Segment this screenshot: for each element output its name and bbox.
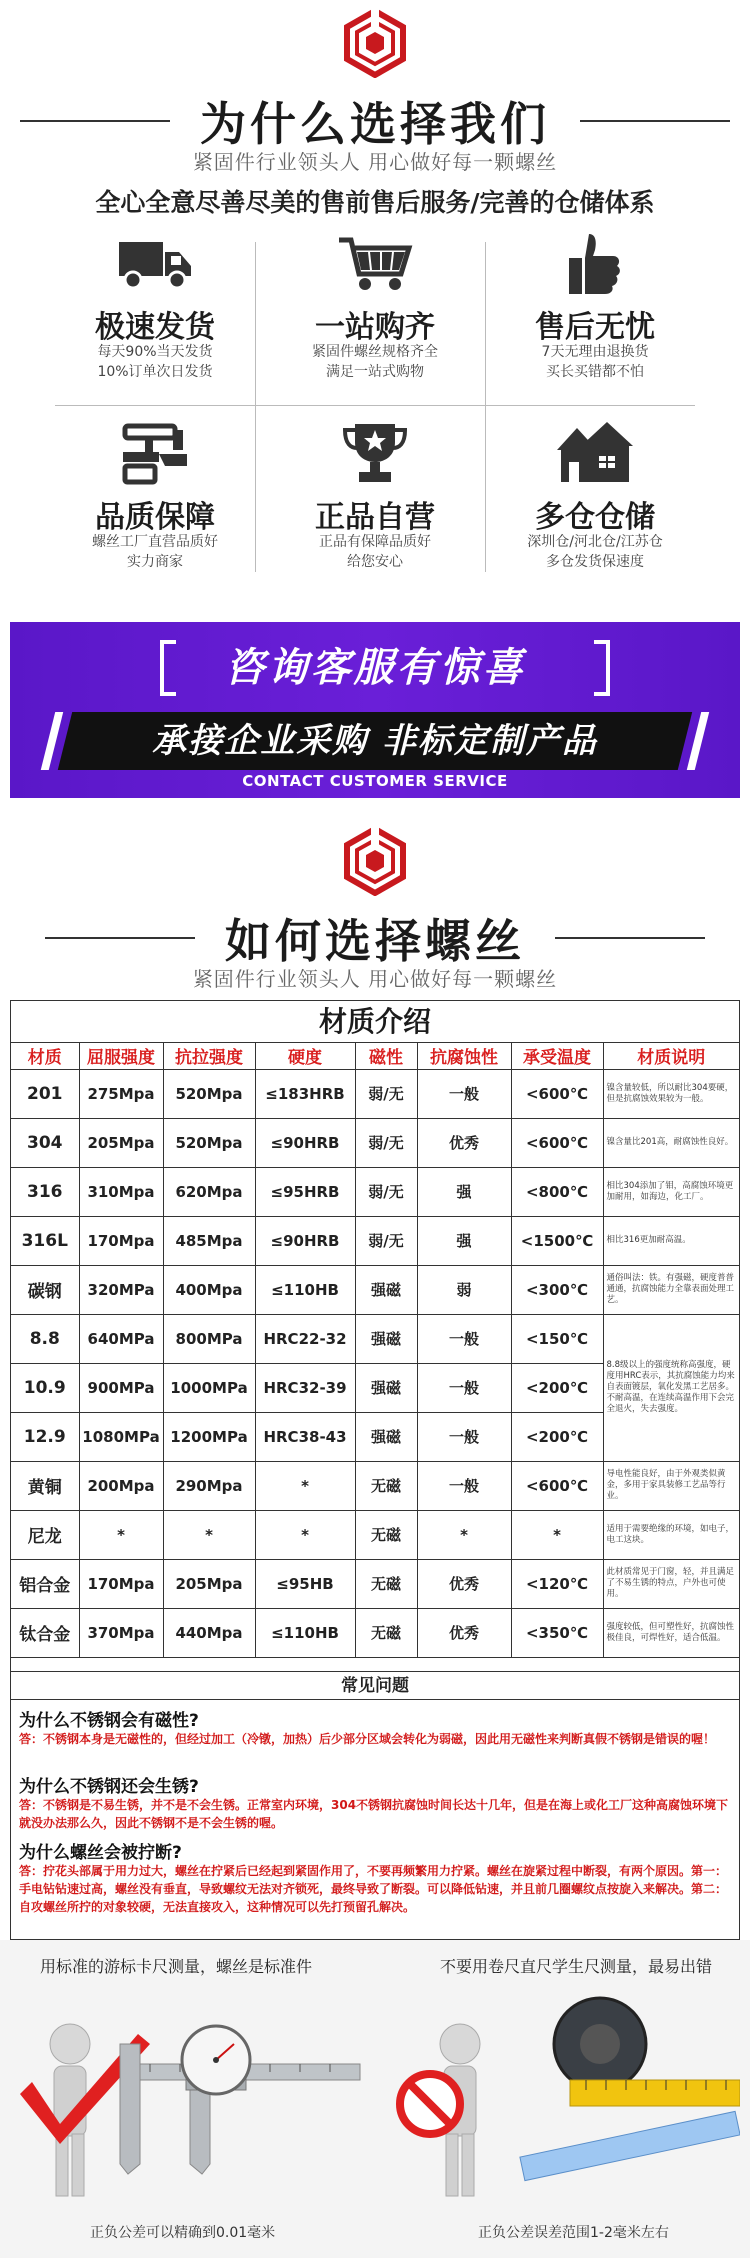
faq-answer: 答：拧花头部属于用力过大，螺丝在拧紧后已经起到紧固作用了，不要再频繁用力拧紧。螺丝在旋紧过程中断裂，有两个原因。第一：手电钻钻速过高，螺丝没有垂直，导致螺纹无法对齐锁死，最终导致了断裂。可以降低钻速，并且前几圈螺纹点按旋入来解决。第二：自攻螺丝所拧的对象较硬，无法直接攻入，这种情况可以先打预留孔解决。 — [19, 1864, 728, 1914]
table-cell-material: 304 — [11, 1118, 79, 1167]
table-row — [11, 1461, 739, 1510]
feature-desc — [45, 342, 265, 382]
feature-title: 多仓仓储 — [535, 500, 655, 535]
feature-title: 极速发货 — [95, 310, 215, 345]
page-title: 为什么选择我们 — [200, 97, 550, 151]
table-cell: 一般 — [417, 1461, 511, 1510]
column-header: 屈服强度 — [79, 1043, 163, 1069]
table-cell: <600℃ — [511, 1461, 603, 1510]
table-cell: 一般 — [417, 1069, 511, 1118]
table-cell: 无磁 — [355, 1608, 417, 1657]
table-cell-note: 镍含量较低，所以耐比304要硬，但是抗腐蚀效果较为一般。 — [603, 1069, 739, 1118]
table-cell: 一般 — [417, 1412, 511, 1461]
table-cell: 520Mpa — [163, 1118, 255, 1167]
right-footnote: 正负公差误差范围1-2毫米左右 — [478, 2225, 669, 2241]
feature-desc — [265, 532, 485, 572]
intro-tagline: 全心全意尽善尽美的售前售后服务/完善的仓储体系 — [95, 188, 655, 217]
table-cell: ≤110HB — [255, 1265, 355, 1314]
table-cell: 900MPa — [79, 1363, 163, 1412]
table-cell: ≤90HRB — [255, 1216, 355, 1265]
feature-desc-line: 实力商家 — [127, 554, 183, 570]
table-cell: 强磁 — [355, 1314, 417, 1363]
table-row — [11, 1216, 739, 1265]
table-row — [11, 1314, 739, 1363]
column-header: 磁性 — [355, 1043, 417, 1069]
faq-title: 常见问题 — [11, 1672, 739, 1700]
table-cell: 800MPa — [163, 1314, 255, 1363]
factory-icon — [115, 420, 195, 486]
table-cell: 弱/无 — [355, 1069, 417, 1118]
table-cell: * — [255, 1510, 355, 1559]
faq-answer: 答：不锈钢是不易生锈，并不是不会生锈。正常室内环境，304不锈钢抗腐蚀时间长达十几年，但是在海上或化工厂这种高腐蚀环境下就没办法那么久，因此不锈钢不是不会生锈的喔。 — [19, 1798, 729, 1830]
feature-after-sales — [485, 222, 705, 407]
faq-question: 为什么不锈钢会有磁性? — [19, 1711, 199, 1731]
material-table-box — [10, 1000, 740, 1672]
table-cell: <800℃ — [511, 1167, 603, 1216]
table-cell: 弱/无 — [355, 1216, 417, 1265]
table-cell: * — [511, 1510, 603, 1559]
feature-title: 一站购齐 — [315, 310, 435, 345]
table-cell-note: 通俗叫法：铁。有强磁，硬度普普通通，抗腐蚀能力全靠表面处理工艺。 — [603, 1265, 739, 1314]
table-cell-material: 316L — [11, 1216, 79, 1265]
table-row — [11, 1069, 739, 1118]
strip-edge-right — [687, 712, 709, 770]
bracket-right-icon — [594, 640, 610, 696]
feature-desc — [485, 532, 705, 572]
feature-desc-line: 紧固件螺丝规格齐全 — [312, 344, 438, 360]
table-cell-note: 强度较低，但可塑性好，抗腐蚀性极佳良，可焊性好，适合低温。 — [603, 1608, 739, 1657]
table-cell: 640MPa — [79, 1314, 163, 1363]
feature-title: 品质保障 — [95, 500, 215, 535]
material-table-title: 材质介绍 — [11, 1001, 739, 1043]
table-row — [11, 1167, 739, 1216]
tape-measure-illustration — [390, 1984, 740, 2216]
feature-title: 售后无忧 — [535, 310, 655, 345]
feature-desc-line: 螺丝工厂直营品质好 — [92, 534, 218, 550]
feature-desc-line: 满足一站式购物 — [326, 364, 424, 380]
table-cell-material: 钛合金 — [11, 1608, 79, 1657]
table-cell: 290Mpa — [163, 1461, 255, 1510]
table-cell: 无磁 — [355, 1559, 417, 1608]
table-cell: 优秀 — [417, 1608, 511, 1657]
table-cell: 205Mpa — [79, 1118, 163, 1167]
table-cell: 200Mpa — [79, 1461, 163, 1510]
table-cell: ≤95HB — [255, 1559, 355, 1608]
guide-heading — [0, 905, 750, 971]
feature-desc — [265, 342, 485, 382]
feature-desc-line: 10%订单次日发货 — [97, 364, 213, 380]
feature-one-stop — [265, 222, 485, 407]
faq-answer: 答：不锈钢本身是无磁性的，但经过加工（冷镦，加热）后少部分区域会转化为弱磁，因此用无磁性来判断真假不锈钢是错误的喔！ — [19, 1732, 716, 1746]
heading-divider-right — [580, 120, 730, 122]
heading-divider-right — [555, 937, 705, 939]
left-footnote: 正负公差可以精确到0.01毫米 — [90, 2225, 276, 2241]
table-cell-material: 黄铜 — [11, 1461, 79, 1510]
table-cell-material: 尼龙 — [11, 1510, 79, 1559]
brand-logo-icon — [340, 826, 410, 896]
table-cell-note: 适用于需要绝缘的环境，如电子，电工这块。 — [603, 1510, 739, 1559]
table-cell-material: 12.9 — [11, 1412, 79, 1461]
table-cell: 弱/无 — [355, 1167, 417, 1216]
caliper-illustration — [10, 1984, 370, 2216]
table-cell-note: 8.8级以上的强度统称高强度，硬度用HRC表示，其抗腐蚀能力均来自表面镀层，氧化发黑工艺居多。不耐高温，在连续高温作用下会完全退火，失去强度。 — [603, 1314, 739, 1461]
table-cell: ≤110HB — [255, 1608, 355, 1657]
table-cell: 强 — [417, 1216, 511, 1265]
feature-desc-line: 正品有保障品质好 — [319, 534, 431, 550]
why-us-heading — [0, 88, 750, 154]
column-header: 材质 — [11, 1043, 79, 1069]
table-row — [11, 1559, 739, 1608]
guide-title: 如何选择螺丝 — [225, 914, 525, 968]
table-header-row — [11, 1043, 739, 1069]
column-header: 材质说明 — [603, 1043, 739, 1069]
feature-desc-line: 7天无理由退换货 — [541, 344, 649, 360]
feature-genuine — [265, 412, 485, 597]
table-cell: <1500℃ — [511, 1216, 603, 1265]
table-cell: ≤183HRB — [255, 1069, 355, 1118]
table-cell: 1200MPa — [163, 1412, 255, 1461]
heading-divider-left — [45, 937, 195, 939]
banner-english: CONTACT CUSTOMER SERVICE — [242, 772, 508, 790]
left-caption: 用标准的游标卡尺测量，螺丝是标准件 — [40, 1957, 313, 1976]
feature-desc-line: 深圳仓/河北仓/江苏仓 — [527, 534, 663, 550]
feature-fast-delivery — [45, 222, 265, 407]
table-cell: 520Mpa — [163, 1069, 255, 1118]
table-cell-note: 相比304添加了钼，高腐蚀环境更加耐用，如海边，化工厂。 — [603, 1167, 739, 1216]
material-table — [11, 1043, 739, 1658]
table-cell: ≤90HRB — [255, 1118, 355, 1167]
guide-subtitle: 紧固件行业领头人 用心做好每一颗螺丝 — [192, 967, 558, 991]
feature-desc-line: 多仓发货保速度 — [546, 554, 644, 570]
table-cell: 强 — [417, 1167, 511, 1216]
faq-section — [10, 1672, 740, 1940]
table-cell-material: 碳钢 — [11, 1265, 79, 1314]
table-row — [11, 1265, 739, 1314]
table-cell: 强磁 — [355, 1363, 417, 1412]
table-cell: 弱/无 — [355, 1118, 417, 1167]
table-cell: * — [79, 1510, 163, 1559]
table-cell-note: 此材质常见于门窗，轻，并且满足了不易生锈的特点，户外也可使用。 — [603, 1559, 739, 1608]
table-cell: 170Mpa — [79, 1559, 163, 1608]
faq-question: 为什么螺丝会被拧断? — [19, 1843, 182, 1863]
table-cell: 1000MPa — [163, 1363, 255, 1412]
warehouse-icon — [555, 420, 635, 486]
table-cell: 一般 — [417, 1363, 511, 1412]
table-cell: 优秀 — [417, 1118, 511, 1167]
banner-strip-text: 承接企业采购 非标定制产品 — [152, 721, 598, 761]
table-cell: <350℃ — [511, 1608, 603, 1657]
table-cell-note: 镍含量比201高，耐腐蚀性良好。 — [603, 1118, 739, 1167]
table-cell: 强磁 — [355, 1412, 417, 1461]
table-cell: * — [417, 1510, 511, 1559]
table-cell: HRC32-39 — [255, 1363, 355, 1412]
table-cell: 485Mpa — [163, 1216, 255, 1265]
table-cell: <150℃ — [511, 1314, 603, 1363]
column-header: 抗拉强度 — [163, 1043, 255, 1069]
table-cell-material: 铝合金 — [11, 1559, 79, 1608]
column-header: 承受温度 — [511, 1043, 603, 1069]
column-header: 抗腐蚀性 — [417, 1043, 511, 1069]
column-header: 硬度 — [255, 1043, 355, 1069]
table-cell: <600℃ — [511, 1069, 603, 1118]
table-cell: 370Mpa — [79, 1608, 163, 1657]
table-cell: 440Mpa — [163, 1608, 255, 1657]
trophy-icon — [335, 420, 415, 486]
feature-warehouse — [485, 412, 705, 597]
table-cell: <300℃ — [511, 1265, 603, 1314]
feature-grid — [45, 222, 705, 592]
table-cell-material: 8.8 — [11, 1314, 79, 1363]
table-cell-note: 导电性能良好，由于外观类似黄金，多用于家具装修工艺品等行业。 — [603, 1461, 739, 1510]
table-cell-material: 10.9 — [11, 1363, 79, 1412]
feature-desc-line: 买长买错都不怕 — [546, 364, 644, 380]
table-cell: ≤95HRB — [255, 1167, 355, 1216]
contact-banner[interactable] — [10, 622, 740, 798]
table-cell: 320MPa — [79, 1265, 163, 1314]
feature-quality — [45, 412, 265, 597]
table-cell: 205Mpa — [163, 1559, 255, 1608]
table-row — [11, 1510, 739, 1559]
table-cell: 强磁 — [355, 1265, 417, 1314]
table-cell: 一般 — [417, 1314, 511, 1363]
feature-desc — [45, 532, 265, 572]
table-cell: <200℃ — [511, 1412, 603, 1461]
table-cell-material: 201 — [11, 1069, 79, 1118]
feature-title: 正品自营 — [315, 500, 435, 535]
thumbs-up-icon — [555, 230, 635, 296]
table-cell: <600℃ — [511, 1118, 603, 1167]
feature-desc — [485, 342, 705, 382]
banner-headline: 咨询客服有惊喜 — [224, 645, 526, 691]
table-row — [11, 1118, 739, 1167]
feature-desc-line: 给您安心 — [347, 554, 403, 570]
table-row — [11, 1608, 739, 1657]
table-cell: 1080MPa — [79, 1412, 163, 1461]
table-cell: 优秀 — [417, 1559, 511, 1608]
table-cell: 275Mpa — [79, 1069, 163, 1118]
faq-question: 为什么不锈钢还会生锈? — [19, 1777, 199, 1797]
measurement-comparison — [0, 1940, 750, 2258]
brand-logo-icon — [340, 8, 410, 78]
table-cell: 310Mpa — [79, 1167, 163, 1216]
prohibited-icon — [400, 2074, 460, 2134]
intro-subtitle: 紧固件行业领头人 用心做好每一颗螺丝 — [192, 150, 558, 174]
table-cell: 620Mpa — [163, 1167, 255, 1216]
table-cell: HRC38-43 — [255, 1412, 355, 1461]
table-cell: <120℃ — [511, 1559, 603, 1608]
table-cell: <200℃ — [511, 1363, 603, 1412]
table-cell: 无磁 — [355, 1510, 417, 1559]
table-cell: 170Mpa — [79, 1216, 163, 1265]
table-cell-material: 316 — [11, 1167, 79, 1216]
cart-icon — [335, 230, 415, 296]
table-cell: * — [163, 1510, 255, 1559]
right-caption: 不要用卷尺直尺学生尺测量，最易出错 — [440, 1957, 713, 1976]
table-cell: 400Mpa — [163, 1265, 255, 1314]
heading-divider-left — [20, 120, 170, 122]
table-cell-note: 相比316更加耐高温。 — [603, 1216, 739, 1265]
table-cell: 弱 — [417, 1265, 511, 1314]
banner-headline-box — [170, 640, 580, 696]
truck-icon — [115, 230, 195, 296]
table-cell: 无磁 — [355, 1461, 417, 1510]
feature-desc-line: 每天90%当天发货 — [97, 344, 213, 360]
table-cell: HRC22-32 — [255, 1314, 355, 1363]
table-cell: * — [255, 1461, 355, 1510]
